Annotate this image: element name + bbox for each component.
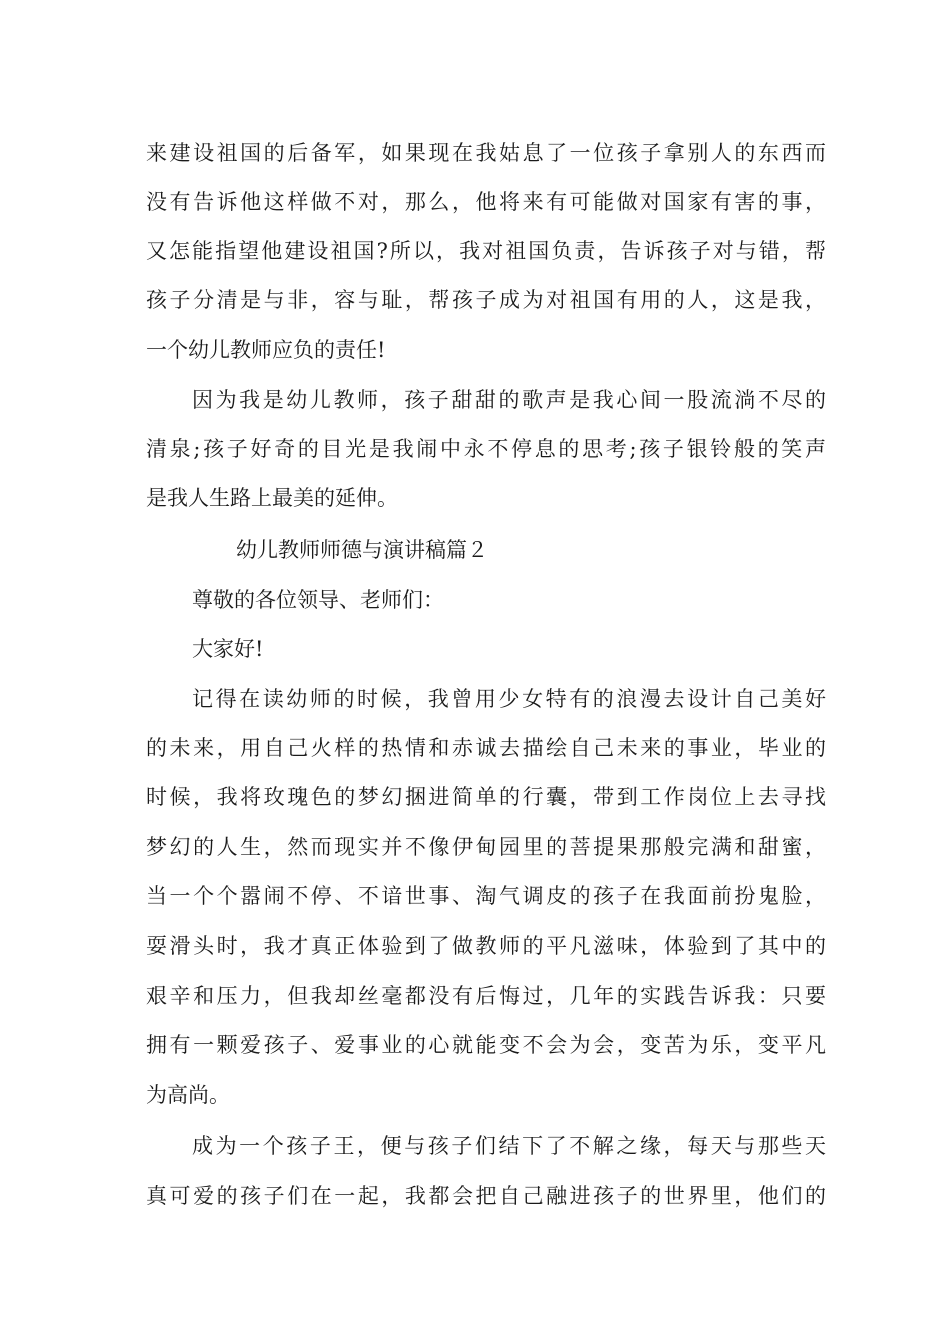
- text-line: 没有告诉他这样做不对，那么，他将来有可能做对国家有害的事，: [146, 190, 826, 214]
- text-line: 是我人生路上最美的延伸。: [146, 486, 398, 510]
- text-line: 的未来，用自己火样的热情和赤诚去描绘自己未来的事业，毕业的: [146, 736, 826, 760]
- text-line: 记得在读幼师的时候，我曾用少女特有的浪漫去设计自己美好: [192, 687, 826, 711]
- text-line: 艰辛和压力，但我却丝毫都没有后悔过，几年的实践告诉我：只要: [146, 984, 826, 1008]
- text-line: 耍滑头时，我才真正体验到了做教师的平凡滋味，体验到了其中的: [146, 934, 826, 958]
- text-line: 来建设祖国的后备军，如果现在我姑息了一位孩子拿别人的东西而: [146, 141, 826, 165]
- salutation: 尊敬的各位领导、老师们：: [192, 588, 444, 612]
- text-line: 时候，我将玫瑰色的梦幻捆进简单的行囊，带到工作岗位上去寻找: [146, 785, 826, 809]
- text-line: 真可爱的孩子们在一起，我都会把自己融进孩子的世界里，他们的: [146, 1184, 826, 1208]
- text-line: 拥有一颗爱孩子、爱事业的心就能变不会为会，变苦为乐，变平凡: [146, 1033, 826, 1057]
- text-line: 又怎能指望他建设祖国?所以，我对祖国负责，告诉孩子对与错，帮: [146, 239, 826, 263]
- greeting: 大家好!: [192, 637, 264, 661]
- text-line: 为高尚。: [146, 1083, 230, 1107]
- text-line: 当一个个嚣闹不停、不谙世事、淘气调皮的孩子在我面前扮鬼脸，: [146, 884, 826, 908]
- text-line: 因为我是幼儿教师，孩子甜甜的歌声是我心间一股流淌不尽的: [192, 388, 826, 412]
- text-line: 成为一个孩子王，便与孩子们结下了不解之缘，每天与那些天: [192, 1134, 826, 1158]
- text-line: 梦幻的人生，然而现实并不像伊甸园里的菩提果那般完满和甜蜜，: [146, 835, 826, 859]
- text-line: 一个幼儿教师应负的责任!: [146, 338, 386, 362]
- section-title: 幼儿教师师德与演讲稿篇２: [236, 538, 488, 562]
- text-line: 孩子分清是与非，容与耻，帮孩子成为对祖国有用的人，这是我，: [146, 288, 826, 312]
- text-line: 清泉;孩子好奇的目光是我闹中永不停息的思考;孩子银铃般的笑声: [146, 437, 826, 461]
